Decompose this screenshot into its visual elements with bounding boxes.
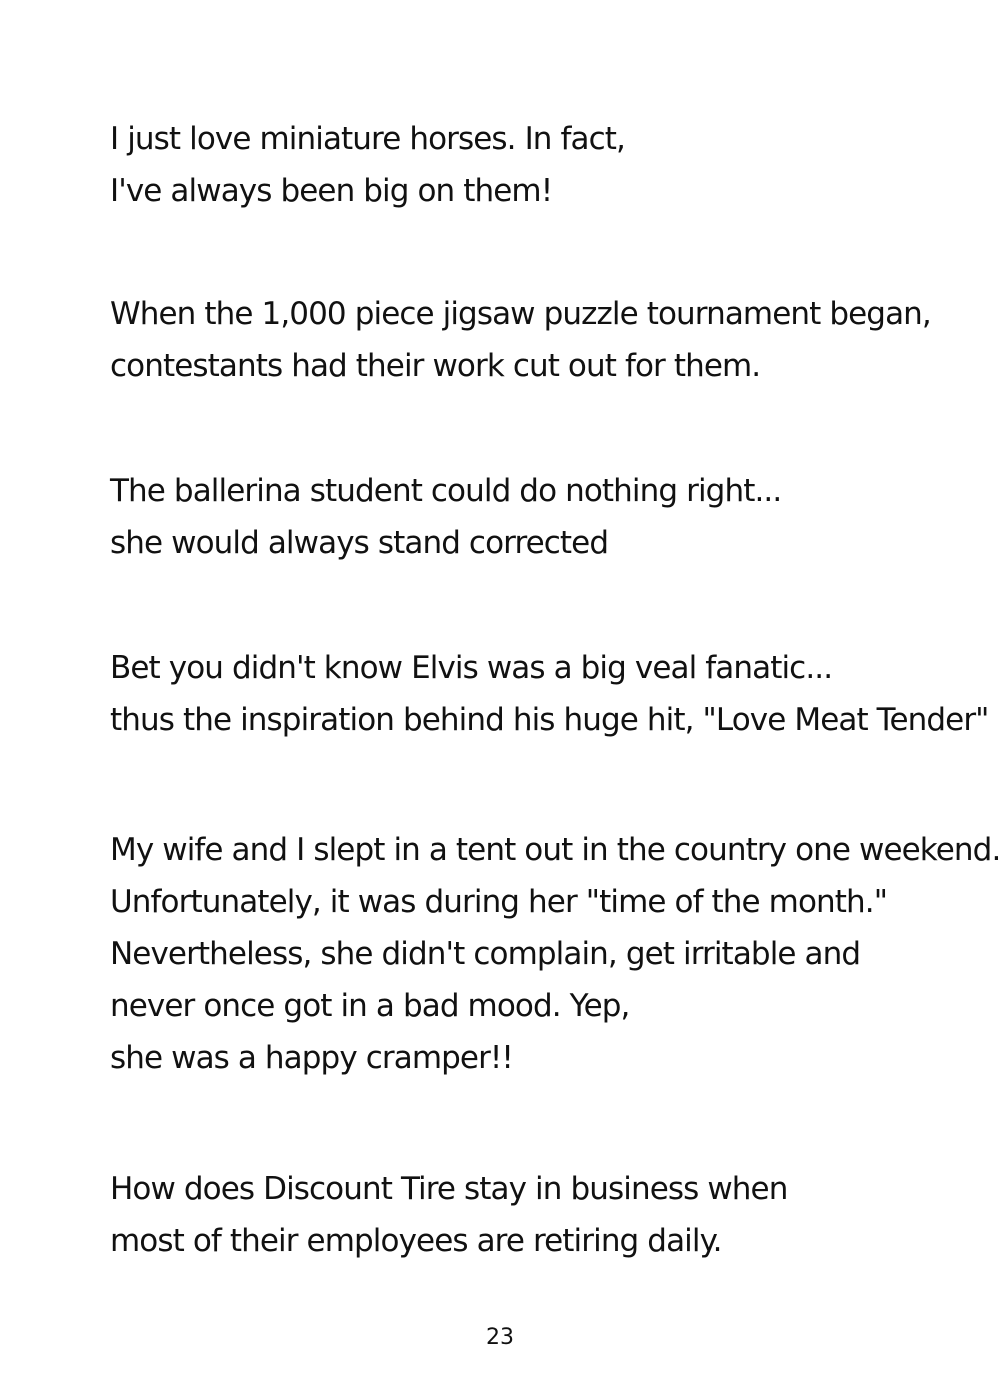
joke-line: I've always been big on them!: [110, 173, 553, 209]
joke-line: How does Discount Tire stay in business when: [110, 1171, 788, 1207]
joke-paragraph: [110, 113, 970, 217]
page-number: 23: [486, 1325, 514, 1350]
joke-line: she was a happy cramper!!: [110, 1040, 513, 1076]
joke-line: The ballerina student could do nothing right...: [110, 473, 782, 509]
joke-paragraph: [110, 465, 970, 569]
joke-paragraph: [110, 642, 989, 746]
joke-line: most of their employees are retiring daily.: [110, 1223, 722, 1259]
joke-line: Nevertheless, she didn't complain, get irritable and: [110, 936, 861, 972]
joke-line: Unfortunately, it was during her "time of the month.": [110, 884, 888, 920]
joke-line: she would always stand corrected: [110, 525, 609, 561]
joke-line: thus the inspiration behind his huge hit, "Love Meat Tender": [110, 702, 989, 738]
joke-paragraph: [110, 824, 1000, 1084]
joke-line: contestants had their work cut out for them.: [110, 348, 761, 384]
joke-line: My wife and I slept in a tent out in the country one weekend.: [110, 832, 1000, 868]
joke-line: I just love miniature horses. In fact,: [110, 121, 625, 157]
joke-line: Bet you didn't know Elvis was a big veal fanatic...: [110, 650, 833, 686]
joke-paragraph: [110, 288, 970, 392]
joke-paragraph: [110, 1163, 970, 1267]
joke-line: never once got in a bad mood. Yep,: [110, 988, 630, 1024]
joke-line: When the 1,000 piece jigsaw puzzle tournament began,: [110, 296, 931, 332]
